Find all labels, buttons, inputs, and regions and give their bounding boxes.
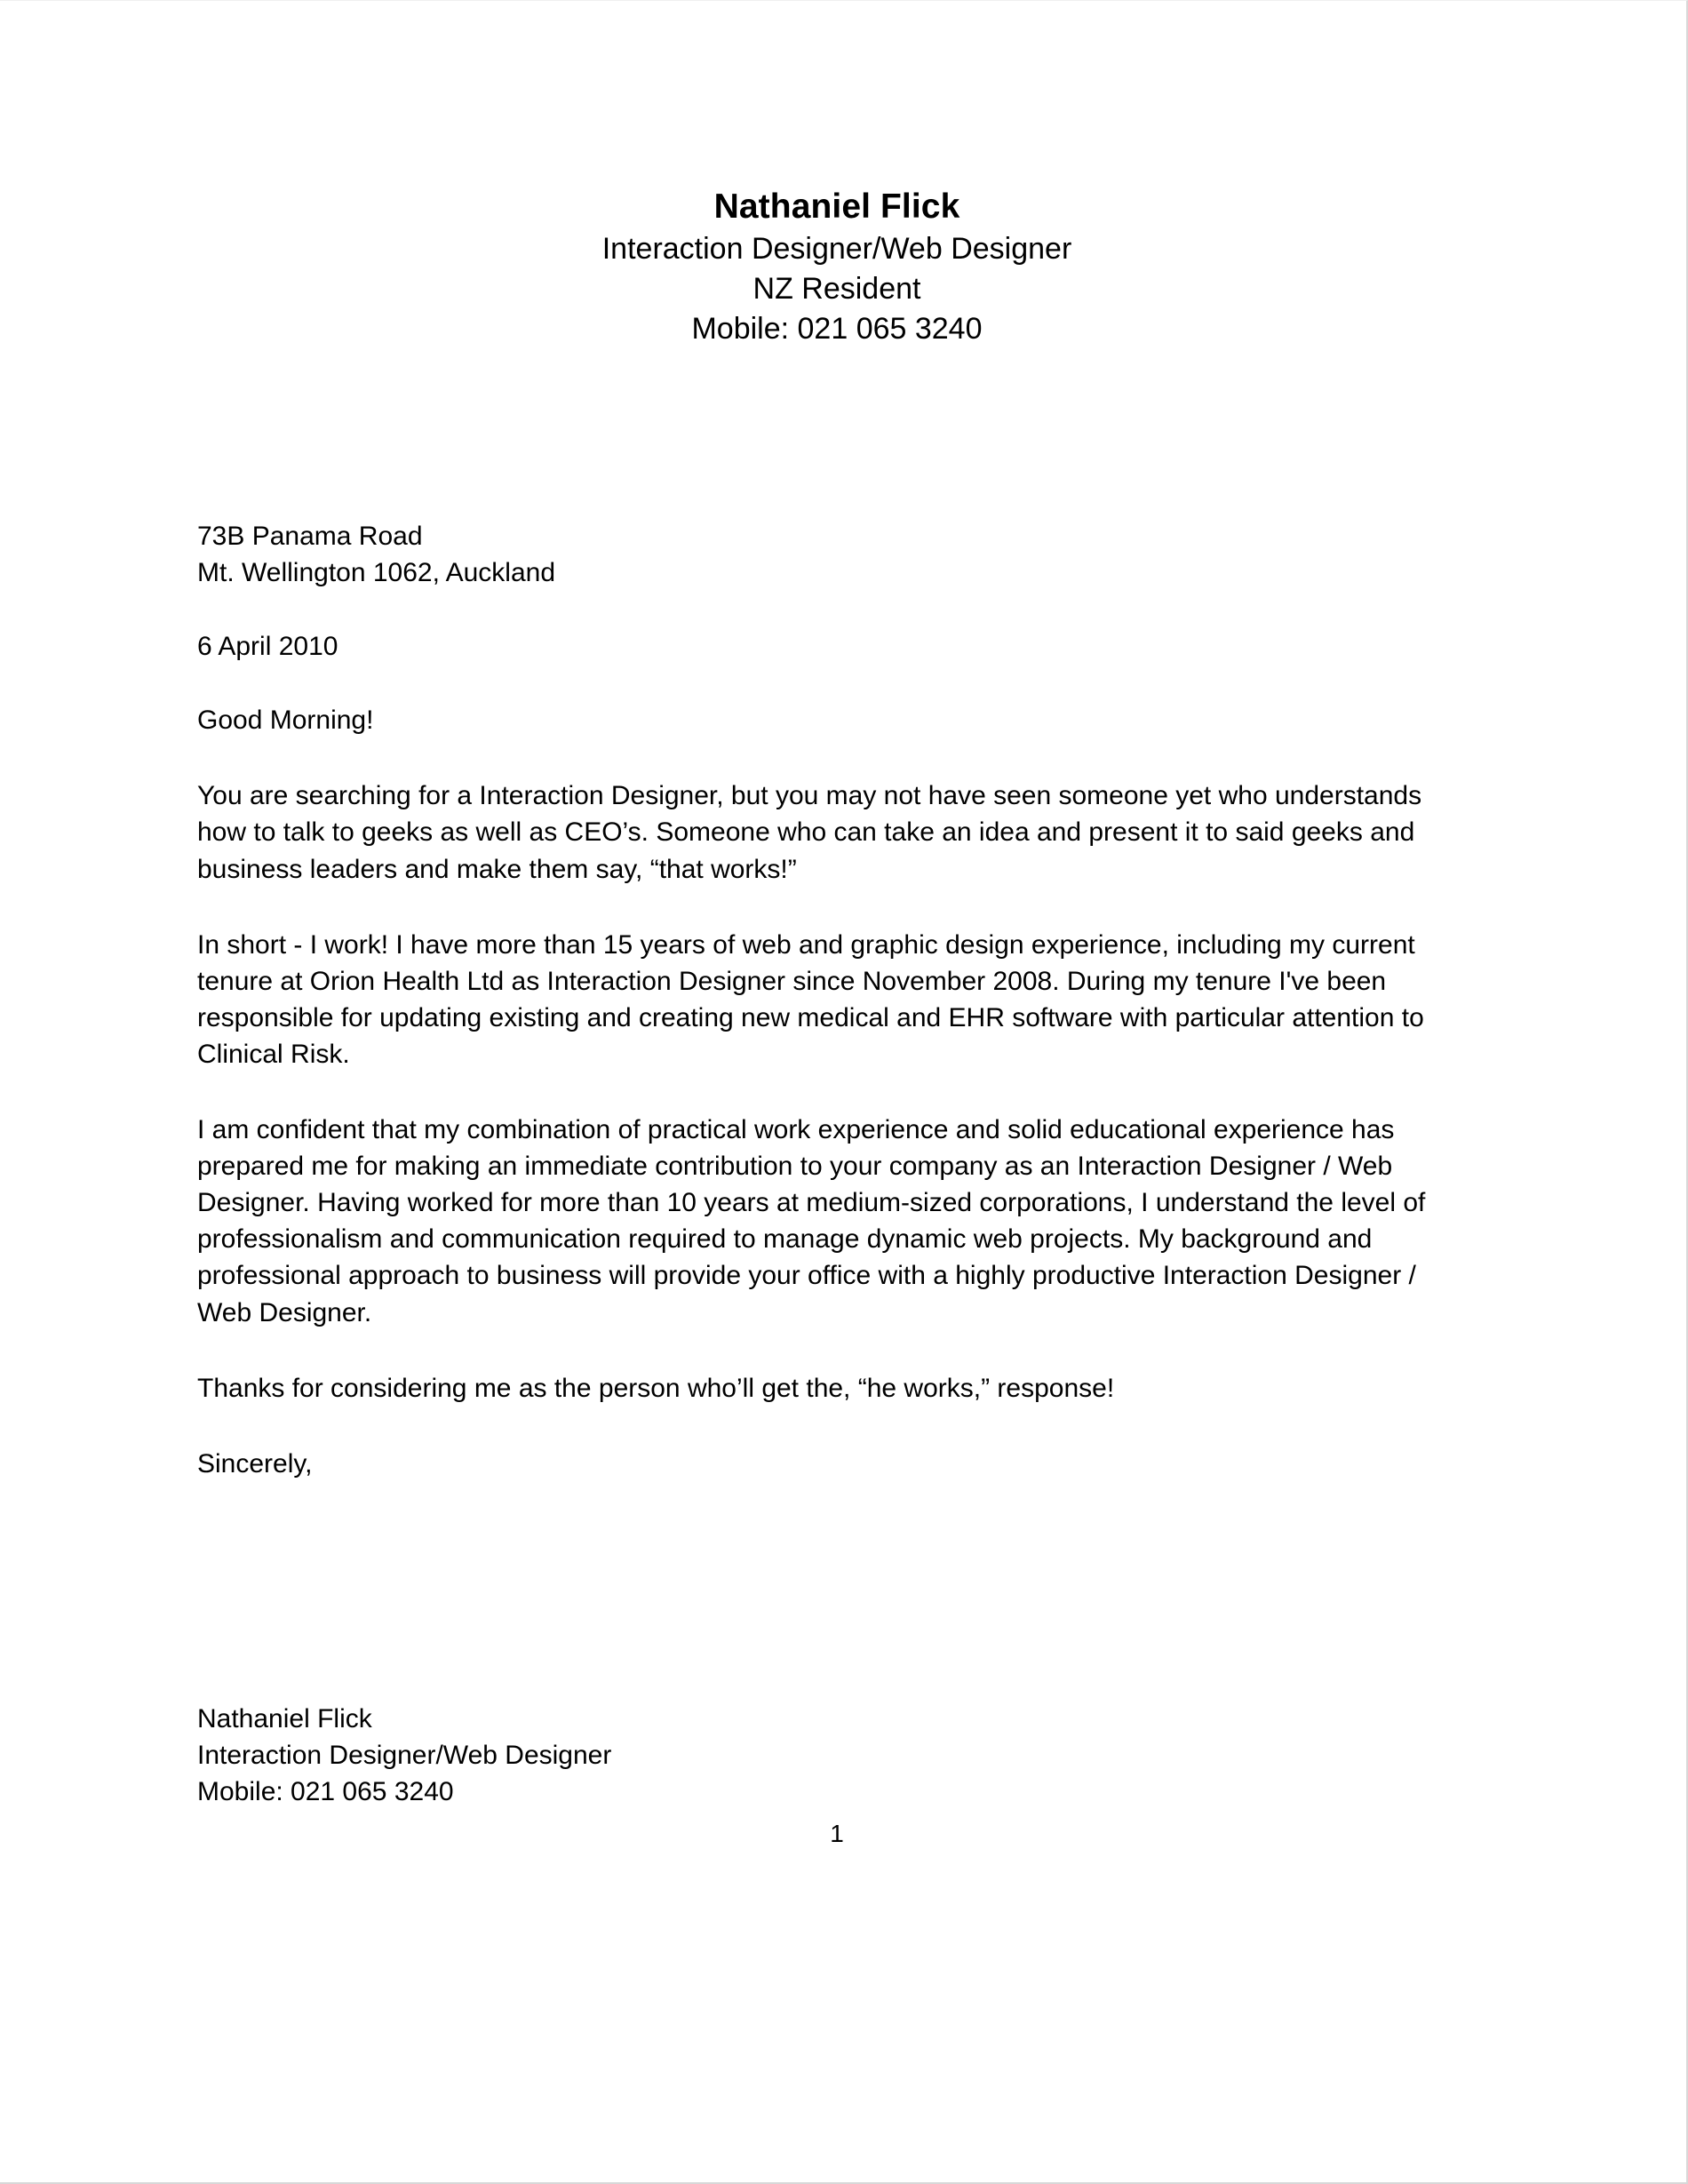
letter-body: [197, 518, 1477, 1482]
sender-address-line-1: 73B Panama Road: [197, 522, 423, 551]
spacer: [197, 1072, 1477, 1112]
letterhead-mobile: Mobile: 021 065 3240: [691, 312, 983, 346]
sender-address-line-2: Mt. Wellington 1062, Auckland: [197, 558, 556, 588]
salutation: Good Morning!: [197, 705, 374, 736]
signature-mobile: Mobile: 021 065 3240: [197, 1776, 454, 1806]
spacer: [197, 1407, 1477, 1446]
signature-block: [197, 1701, 1477, 1810]
letterhead-residency: NZ Resident: [752, 272, 921, 306]
letter-date: 6 April 2010: [197, 632, 338, 662]
spacer: [197, 1331, 1477, 1370]
body-paragraph: In short - I work! I have more than 15 years of web and graphic design experience, including my current tenure at Orion Health Ltd as Interaction Designer since November 2008. During my tenure I've been responsible for updating existing and creating new medical and EHR software with particular attention to Clinical Risk.: [197, 929, 1424, 1069]
letterhead: [197, 1, 1477, 344]
signature-job-title: Interaction Designer/Web Designer: [197, 1740, 612, 1770]
spacer: [197, 591, 1477, 628]
closing-line: Sincerely,: [197, 1448, 313, 1479]
letterhead-name: Nathaniel Flick: [713, 187, 960, 226]
spacer: [197, 665, 1477, 702]
body-paragraph: Thanks for considering me as the person who’ll get the, “he works,” response!: [197, 1373, 1115, 1403]
body-paragraph: You are searching for a Interaction Designer, but you may not have seen someone yet who understands how to talk to geeks as well as CEO’s. Someone who can take an idea and present it to said geeks and business leaders and make them say, “that works!”: [197, 781, 1422, 884]
page-number: 1: [830, 1820, 844, 1848]
letter-content-column: [197, 1, 1477, 1849]
signature-name: Nathaniel Flick: [197, 1703, 372, 1734]
spacer: [197, 738, 1477, 777]
letterhead-job-title: Interaction Designer/Web Designer: [601, 232, 1072, 266]
spacer: [197, 888, 1477, 927]
body-paragraph: I am confident that my combination of practical work experience and solid educational experience has prepared me for making an immediate contribution to your company as an Interaction Designer / Web Designer. Having worked for more than 10 years at medium-sized corporations, I understand the level of professionalism and communication required to manage dynamic web projects. My background and professional approach to business will provide your office with a highly productive Interaction Designer / Web Designer.: [197, 1115, 1426, 1327]
